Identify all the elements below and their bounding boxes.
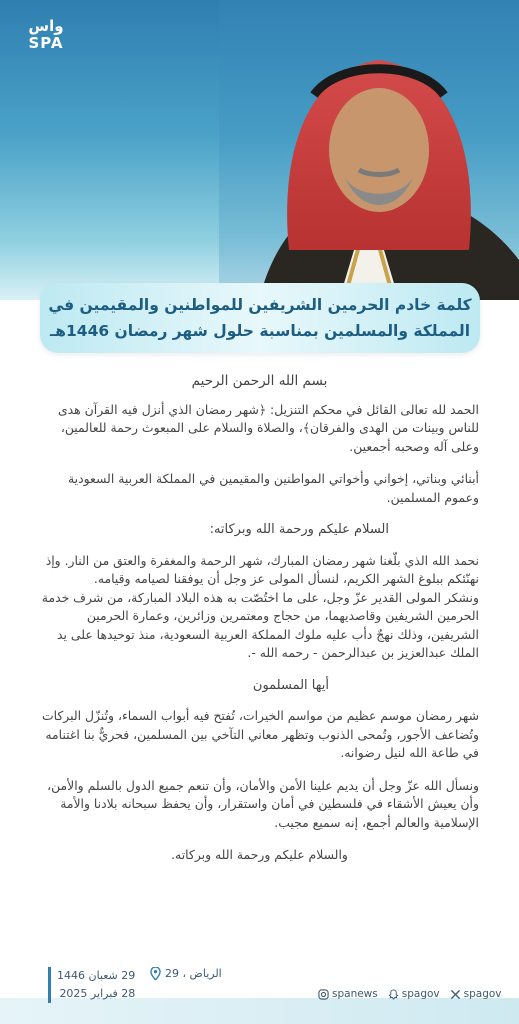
social-links	[318, 988, 502, 1000]
basmala: بسم الله الرحمن الرحيم	[191, 373, 328, 389]
location	[150, 967, 222, 980]
place-text: الرياض ، 29	[165, 967, 222, 980]
snapchat-icon	[388, 989, 399, 1000]
title-line-1: كلمة خادم الحرمين الشريفين للمواطنين والمقيمين في	[48, 296, 472, 314]
location-pin-icon	[150, 967, 161, 980]
instagram-handle: spanews	[332, 988, 378, 1000]
hero-banner	[0, 0, 519, 300]
hijri-date: 29 شعبان 1446	[57, 969, 136, 982]
logo-latin: SPA	[28, 34, 64, 52]
paragraph-4: ونشكر المولى القدير عزّ وجل، على ما اختُصّت به هذه البلاد المباركة، من شرف خدمة الحرمين الشريفين وقاصديهما، من حجاج ومعتمرين وزائرين، وعمارة الحرمين الشريفين، وذلك نهجٌ دأب عليه ملوك المملكة العربية السعودية، منذ توحيدها على يد الملك عبدالعزيز بن عبدالرحمن - رحمه الله -.	[41, 589, 479, 660]
closing: والسلام عليكم ورحمة الله وبركاته.	[171, 847, 348, 862]
snapchat-link[interactable]	[388, 988, 440, 1000]
title-line-2: المملكة والمسلمين بمناسبة حلول شهر رمضان 1446هـ	[49, 322, 471, 340]
instagram-link[interactable]	[318, 988, 378, 1000]
paragraph-3: نحمد الله الذي بلّغنا شهر رمضان المبارك، شهر الرحمة والمغفرة والعتق من النار. وإذ نهنّئكم ببلوغ الشهر الكريم، لنسأل المولى عز وجل أن يوفقنا لصيامه وقيامه.	[45, 552, 479, 586]
paragraph-5: شهر رمضان موسم عظيم من مواسم الخيرات، تُفتح فيه أبواب السماء، وتُنزّل البركات وتُضاعف الأجور، وتُمحى الذنوب وتظهر معاني التآخي بين المسلمين، فحريٌّ بنا اغتنامه في طاعة الله لنيل رضوانه.	[41, 708, 479, 760]
title-box	[40, 283, 480, 353]
snapchat-handle: spagov	[401, 988, 440, 1000]
spa-logo	[26, 18, 66, 54]
speech-body	[40, 372, 479, 875]
instagram-icon	[318, 989, 329, 1000]
x-link[interactable]	[450, 988, 502, 1000]
heading-muslims: أيها المسلمون	[252, 677, 329, 693]
logo-arabic: واس	[28, 17, 64, 35]
date-block	[48, 967, 135, 1003]
paragraph-6: ونسأل الله عزّ وجل أن يديم علينا الأمن والأمان، وأن تنعم جميع الدول بالسلم والأمن، وأن يعيش الأشقاء في فلسطين في أمان واستقرار، وأن يحفظ سبحانه بلادنا والأمة الإسلامية والعالم أجمع، إنه سميع مجيب.	[47, 777, 479, 830]
king-portrait-image	[219, 0, 519, 300]
paragraph-2: أبنائي وبناتي، إخواني وأخواتي المواطنين والمقيمين في المملكة العربية السعودية وعموم المسلمين.	[68, 471, 479, 505]
x-icon	[450, 989, 461, 1000]
x-handle: spagov	[463, 988, 502, 1000]
paragraph-1: الحمد لله تعالى القائل في محكم التنزيل: ﴿شهر رمضان الذي أنزل فيه القرآن هدى للناس وبينات من الهدى والفرقان﴾، والصلاة والسلام على المبعوث رحمة للعالمين، وعلى آله وصحبه أجمعين.	[57, 401, 479, 454]
gregorian-date: 28 فبراير 2025	[59, 987, 136, 1000]
greeting: السلام عليكم ورحمة الله وبركاته:	[209, 522, 389, 537]
